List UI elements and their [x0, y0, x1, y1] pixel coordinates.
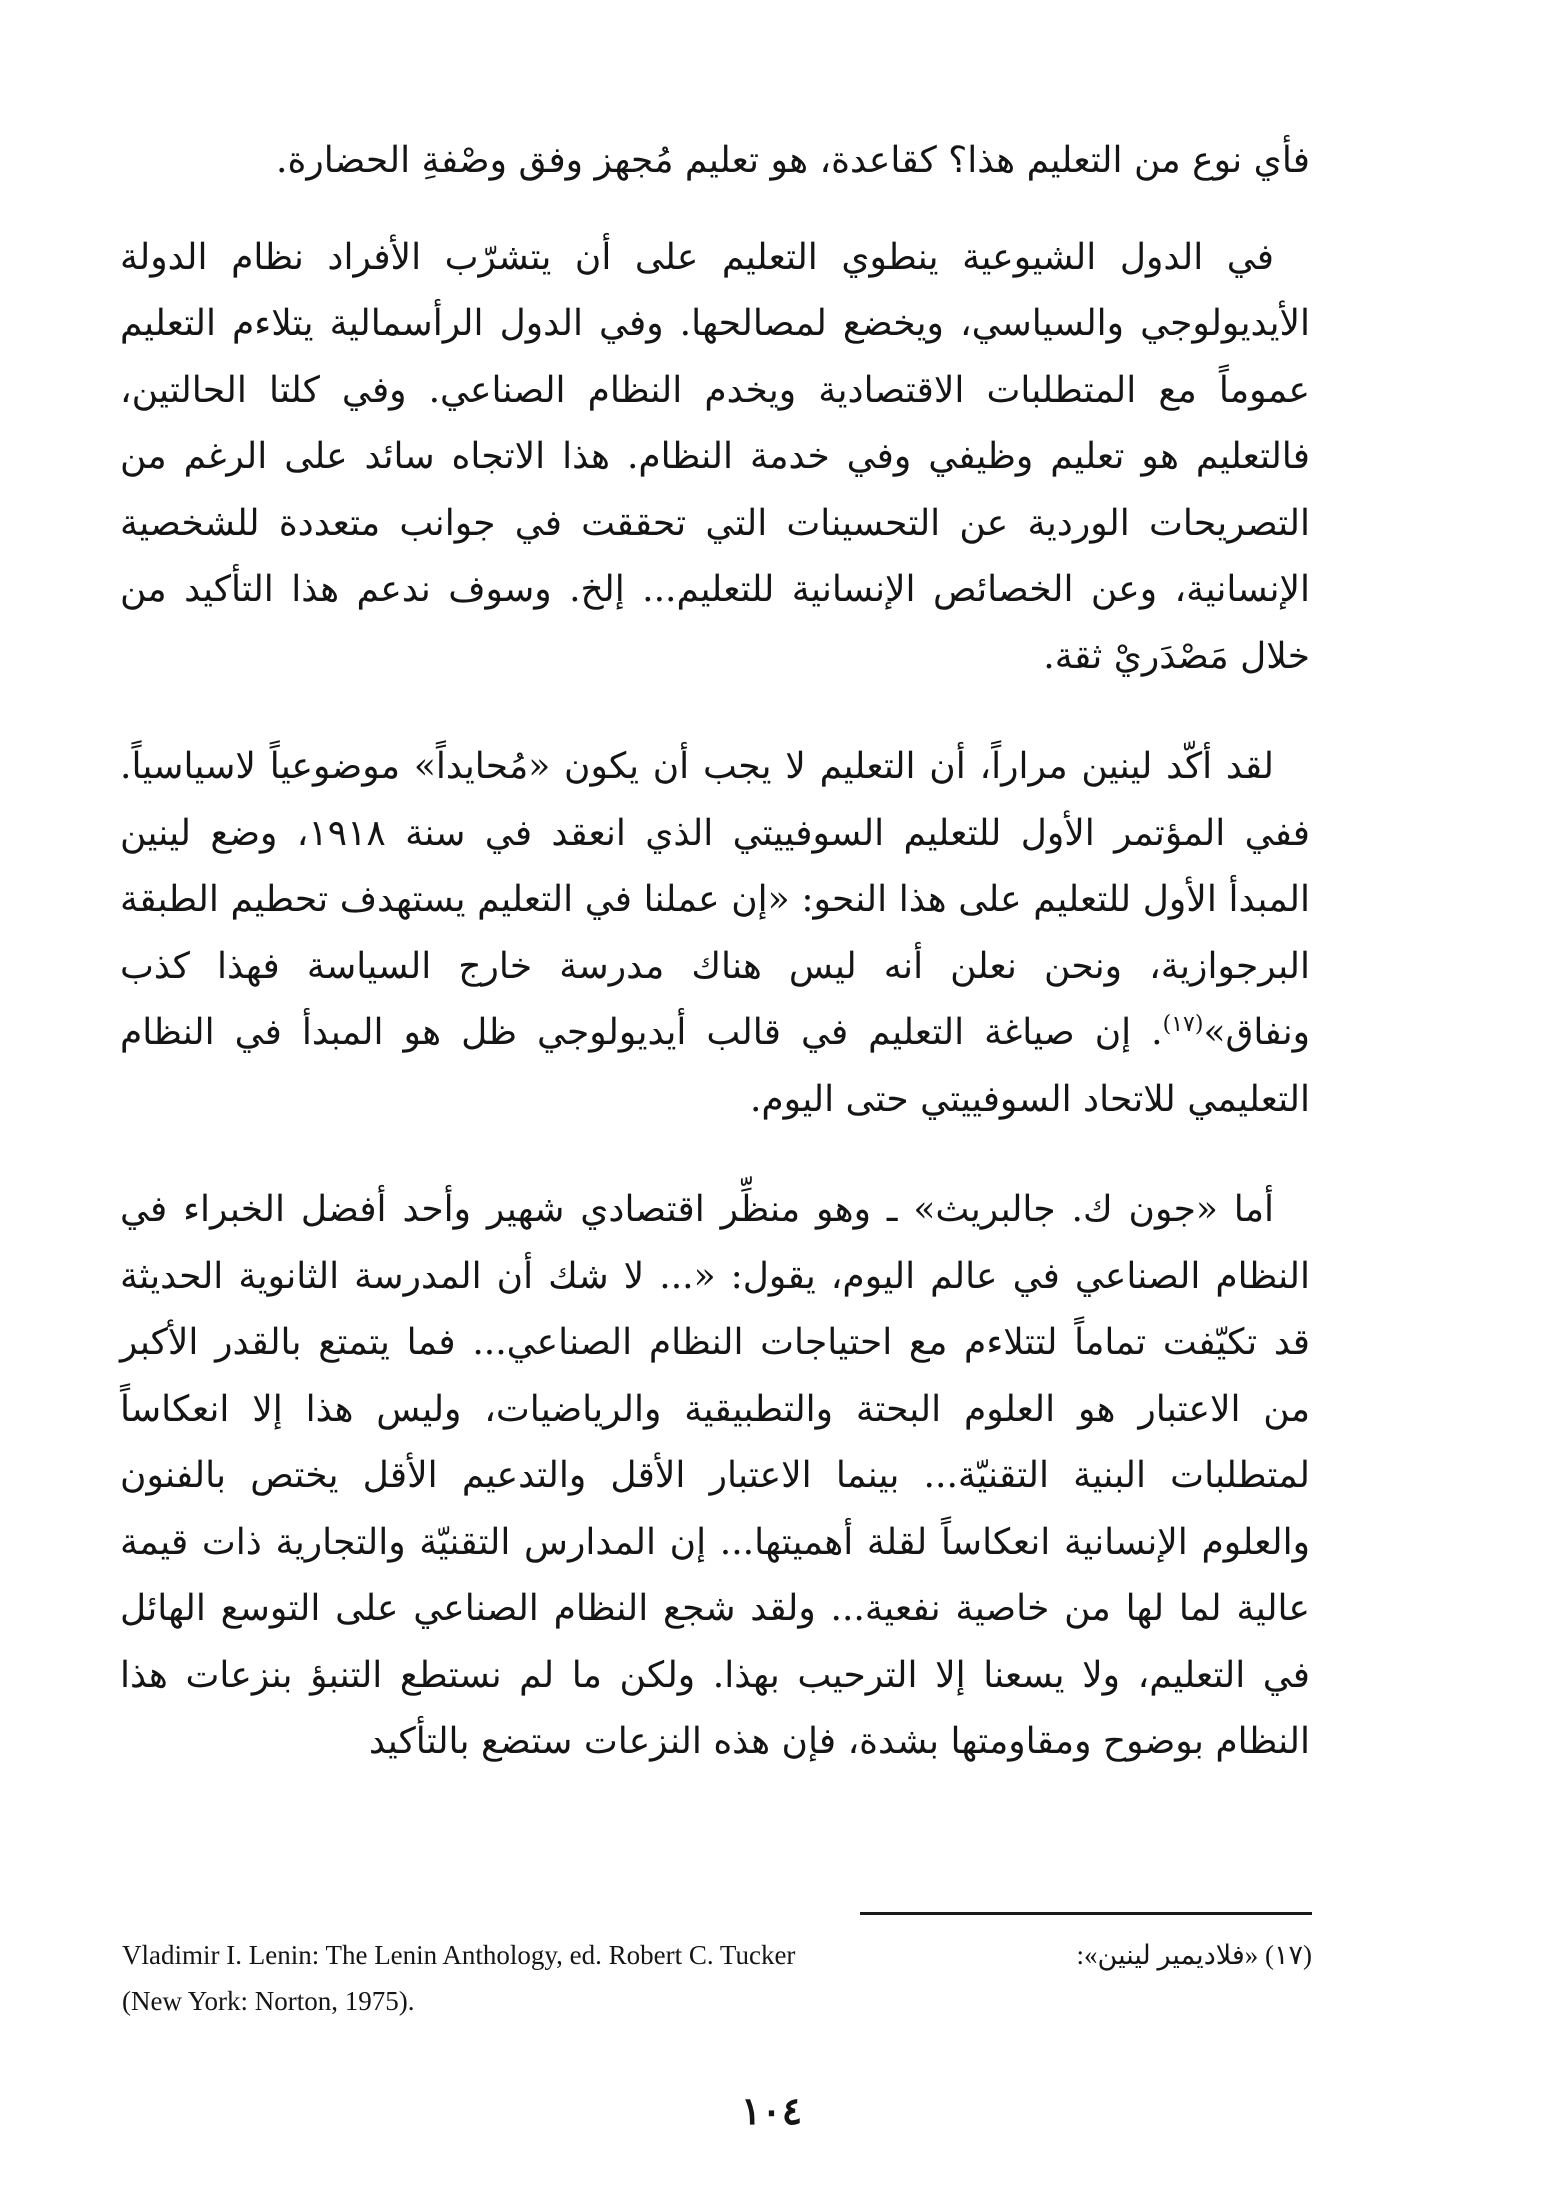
footnote-arabic-label [1077, 1932, 1312, 1978]
paragraph-3-text-after: . إن صياغة التعليم في قالب أيديولوجي ظل هو المبدأ في النظام التعليمي للاتحاد السوفييتي حتى اليوم. [120, 1012, 1310, 1120]
footnote [122, 1932, 1312, 2024]
footnote-line-1 [122, 1932, 1312, 1978]
footnote-reference: (١٧) [1162, 1012, 1204, 1037]
footnote-divider [860, 1912, 1312, 1915]
footnote-citation: Vladimir I. Lenin: The Lenin Anthology, ed. Robert C. Tucker [122, 1940, 796, 1970]
footnote-arabic-title: «فلاديمير لينين»: [1076, 1940, 1259, 1970]
paragraph-1: فأي نوع من التعليم هذا؟ كقاعدة، هو تعليم مُجهز وفق وصْفةِ الحضارة. [276, 140, 1310, 181]
paragraph-2: في الدول الشيوعية ينطوي التعليم على أن يتشرّب الأفراد نظام الدولة الأيديولوجي والسياسي، ويخضع لمصالحها. وفي الدول الرأسمالية يتلاءم التعليم عموماً مع المتطلبات الاقتصادية ويخدم النظام الصناعي. وفي كلتا الحالتين، فالتعليم هو تعليم وظيفي وفي خدمة النظام. هذا الاتجاه سائد على الرغم من التصريحات الوردية عن التحسينات التي تحققت في جوانب متعددة للشخصية الإنسانية، وعن الخصائص الإنسانية للتعليم... إلخ. وسوف ندعم هذا التأكيد من خلال مَصْدَريْ ثقة. [120, 236, 1311, 677]
body-text [120, 128, 1310, 1820]
footnote-number: (١٧) [1264, 1940, 1312, 1970]
paragraph-3 [120, 734, 1310, 1133]
paragraph-4: أما «جون ك. جالبريث» ـ وهو منظِّر اقتصادي شهير وأحد أفضل الخبراء في النظام الصناعي في عالم اليوم، يقول: «... لا شك أن المدرسة الثانوية الحديثة قد تكيّفت تماماً لتتلاءم مع احتياجات النظام الصناعي... فما يتمتع بالقدر الأكبر من الاعتبار هو العلوم البحتة والتطبيقية والرياضيات، وليس هذا إلا انعكاساً لمتطلبات البنية التقنيّة... بينما الاعتبار الأقل والتدعيم الأقل يختص بالفنون والعلوم الإنسانية انعكاساً لقلة أهميتها... إن المدارس التقنيّة والتجارية ذات قيمة عالية لما لها من خاصية نفعية... ولقد شجع النظام الصناعي على التوسع الهائل في التعليم، ولا يسعنا إلا الترحيب بهذا. ولكن ما لم نستطع التنبؤ بنزعات هذا النظام بوضوح ومقاومتها بشدة، فإن هذه النزعات ستضع بالتأكيد [120, 1189, 1310, 1762]
paragraph-3-text-before: لقد أكّد لينين مراراً، أن التعليم لا يجب أن يكون «مُحايداً» موضوعياً لاسياسياً. ففي المؤتمر الأول للتعليم السوفييتي الذي انعقد في سنة ١٩١٨، وضع لينين المبدأ الأول للتعليم على هذا النحو: «إن عملنا في التعليم يستهدف تحطيم الطبقة البرجوازية، ونحن نعلن أنه ليس هناك مدرسة خارج السياسة فهذا كذب ونفاق» [120, 746, 1310, 1053]
footnote-line-2: (New York: Norton, 1975). [122, 1986, 415, 2016]
page-number: ١٠٤ [740, 2088, 803, 2133]
